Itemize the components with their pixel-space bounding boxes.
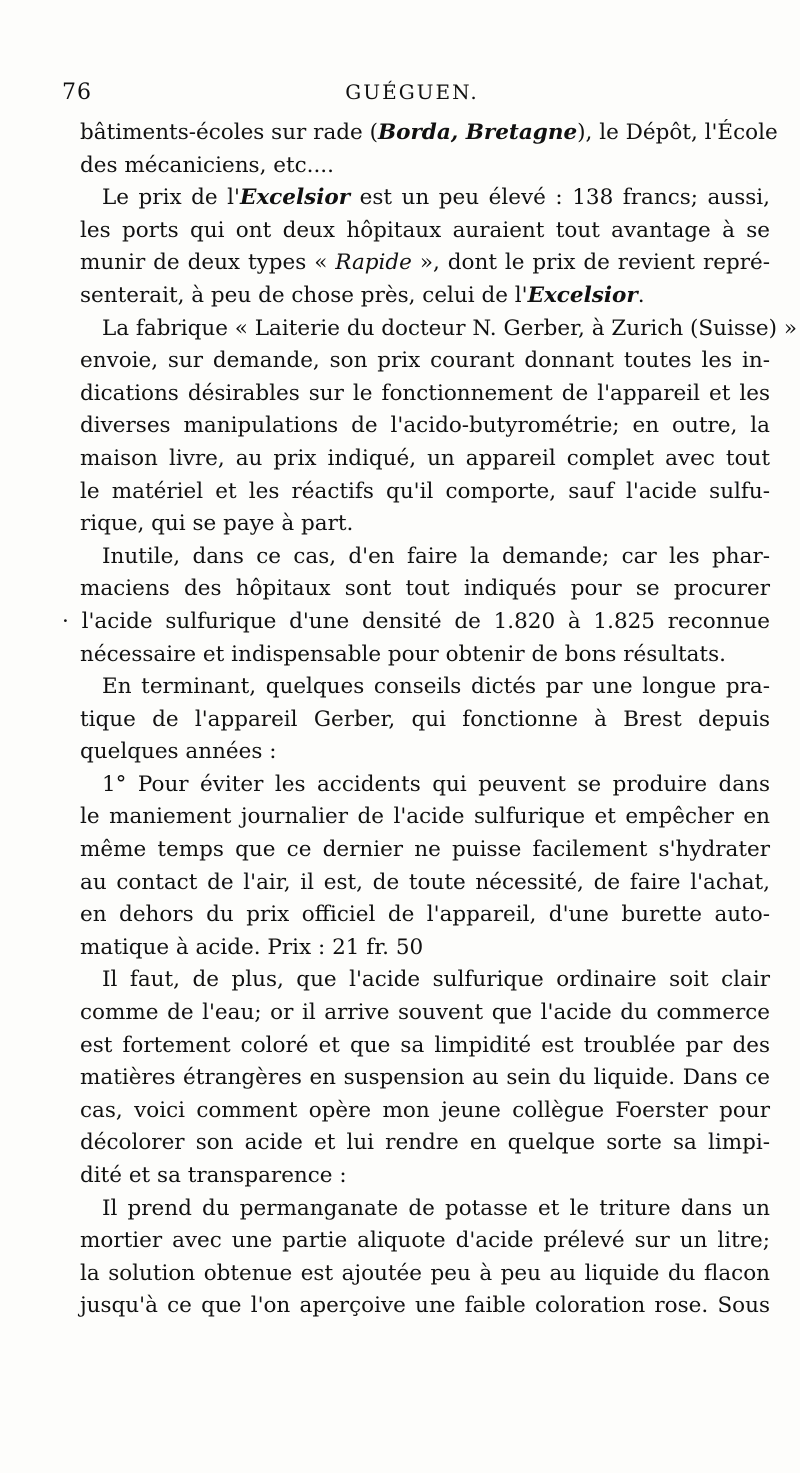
text-segment: tique de l'appareil Gerber, qui fonctionne à Brest depuis — [80, 706, 770, 732]
text-segment: senterait, à peu de chose près, celui de l' — [80, 282, 528, 308]
emphasized-text: Rapide — [335, 250, 412, 276]
text-segment: nécessaire et indispensable pour obtenir de bons résultats. — [80, 641, 726, 667]
text-line — [80, 573, 770, 606]
text-line — [80, 769, 770, 802]
text-segment: jusqu'à ce que l'on aperçoive une faible coloration rose. Sous — [80, 1293, 770, 1319]
text-segment: · l'acide sulfurique d'une densité de 1.820 à 1.825 reconnue — [62, 608, 770, 634]
text-line — [80, 182, 770, 215]
text-segment: matique à acide. Prix : 21 fr. 50 — [80, 934, 424, 960]
text-line — [80, 117, 778, 150]
text-segment: Inutile, dans ce cas, d'en faire la demande; car les phar- — [102, 543, 770, 569]
text-line — [80, 834, 770, 867]
text-line — [80, 736, 770, 769]
text-segment: les ports qui ont deux hôpitaux auraient tout avantage à se — [80, 217, 770, 243]
text-line — [80, 867, 770, 900]
text-line — [80, 150, 770, 183]
text-segment: dications désirables sur le fonctionnement de l'appareil et les — [80, 380, 770, 406]
text-segment: en dehors du prix officiel de l'appareil, d'une burette auto- — [80, 902, 770, 928]
text-segment: maison livre, au prix indiqué, un appareil complet avec tout — [80, 445, 770, 471]
text-segment: diverses manipulations de l'acido-butyrométrie; en outre, la — [80, 413, 770, 439]
text-segment: matières étrangères en suspension au sein du liquide. Dans ce — [80, 1065, 770, 1091]
text-segment: cas, voici comment opère mon jeune collègue Foerster pour — [80, 1097, 770, 1123]
text-segment: Il faut, de plus, que l'acide sulfurique ordinaire soit clair — [102, 967, 770, 993]
text-segment: comme de l'eau; or il arrive souvent que l'acide du commerce — [80, 1000, 770, 1026]
text-segment: même temps que ce dernier ne puisse facilement s'hydrater — [80, 837, 770, 863]
text-line — [80, 410, 770, 443]
text-segment: le maniement journalier de l'acide sulfurique et empêcher en — [80, 804, 770, 830]
text-segment: ), le Dépôt, l'École — [577, 120, 778, 145]
text-line — [80, 801, 770, 834]
text-line — [62, 606, 770, 639]
text-segment: En terminant, quelques conseils dictés par une longue pra- — [102, 674, 770, 700]
text-segment: le matériel et les réactifs qu'il comporte, sauf l'acide sulfu- — [80, 478, 770, 504]
text-segment: 1° Pour éviter les accidents qui peuvent se produire dans — [102, 771, 770, 797]
text-line — [80, 313, 798, 346]
text-line — [80, 1095, 770, 1128]
text-line — [80, 1290, 770, 1323]
text-line — [80, 1225, 770, 1258]
text-segment: est un peu élevé : 138 francs; aussi, — [350, 185, 770, 211]
text-segment: », dont le prix de revient repré- — [411, 250, 770, 276]
text-line — [80, 1258, 770, 1291]
text-line — [80, 932, 770, 965]
text-segment: au contact de l'air, il est, de toute nécessité, de faire l'achat, — [80, 869, 770, 895]
text-segment: dité et sa transparence : — [80, 1163, 347, 1188]
text-segment: bâtiments-écoles sur rade ( — [80, 120, 378, 145]
text-line — [80, 1030, 770, 1063]
text-segment: décolorer son acide et lui rendre en quelque sorte sa limpi- — [80, 1130, 770, 1156]
body-text — [62, 117, 798, 1323]
text-line — [80, 997, 770, 1030]
text-segment: La fabrique « Laiterie du docteur N. Gerber, à Zurich (Suisse) » — [102, 315, 798, 341]
text-line — [80, 671, 770, 704]
text-segment: quelques années : — [80, 739, 277, 765]
running-head: GUÉGUEN. — [345, 80, 479, 104]
text-line — [80, 639, 770, 672]
text-segment: Le prix de l' — [102, 185, 240, 211]
text-line — [80, 378, 770, 411]
text-segment: rique, qui se paye à part. — [80, 511, 354, 537]
text-line — [80, 704, 770, 737]
text-segment: des mécaniciens, etc.... — [80, 152, 334, 178]
text-segment: . — [637, 282, 645, 308]
text-line — [80, 280, 770, 313]
text-segment: maciens des hôpitaux sont tout indiqués pour se procurer — [80, 576, 770, 602]
emphasized-text: Excelsior — [527, 282, 638, 308]
text-line — [80, 1127, 770, 1160]
emphasized-text: Borda, Bretagne — [377, 120, 578, 145]
text-line — [80, 541, 770, 574]
text-line — [80, 1160, 770, 1193]
page-header — [62, 80, 762, 114]
page-number: 76 — [62, 80, 92, 105]
text-line — [80, 443, 770, 476]
text-line — [80, 1062, 770, 1095]
text-segment: Il prend du permanganate de potasse et le triture dans un — [102, 1195, 770, 1221]
text-line — [80, 964, 770, 997]
text-line — [80, 247, 770, 280]
text-segment: la solution obtenue est ajoutée peu à peu au liquide du flacon — [80, 1260, 770, 1286]
text-segment: est fortement coloré et que sa limpidité est troublée par des — [80, 1032, 770, 1058]
text-line — [80, 899, 770, 932]
text-line — [80, 345, 770, 378]
text-segment: munir de deux types « — [80, 250, 336, 276]
text-line — [80, 1193, 770, 1226]
text-line — [80, 508, 770, 541]
text-line — [80, 215, 770, 248]
text-segment: mortier avec une partie aliquote d'acide prélevé sur un litre; — [80, 1228, 770, 1254]
emphasized-text: Excelsior — [239, 185, 351, 211]
text-line — [80, 476, 770, 509]
text-segment: envoie, sur demande, son prix courant donnant toutes les in- — [80, 348, 770, 374]
